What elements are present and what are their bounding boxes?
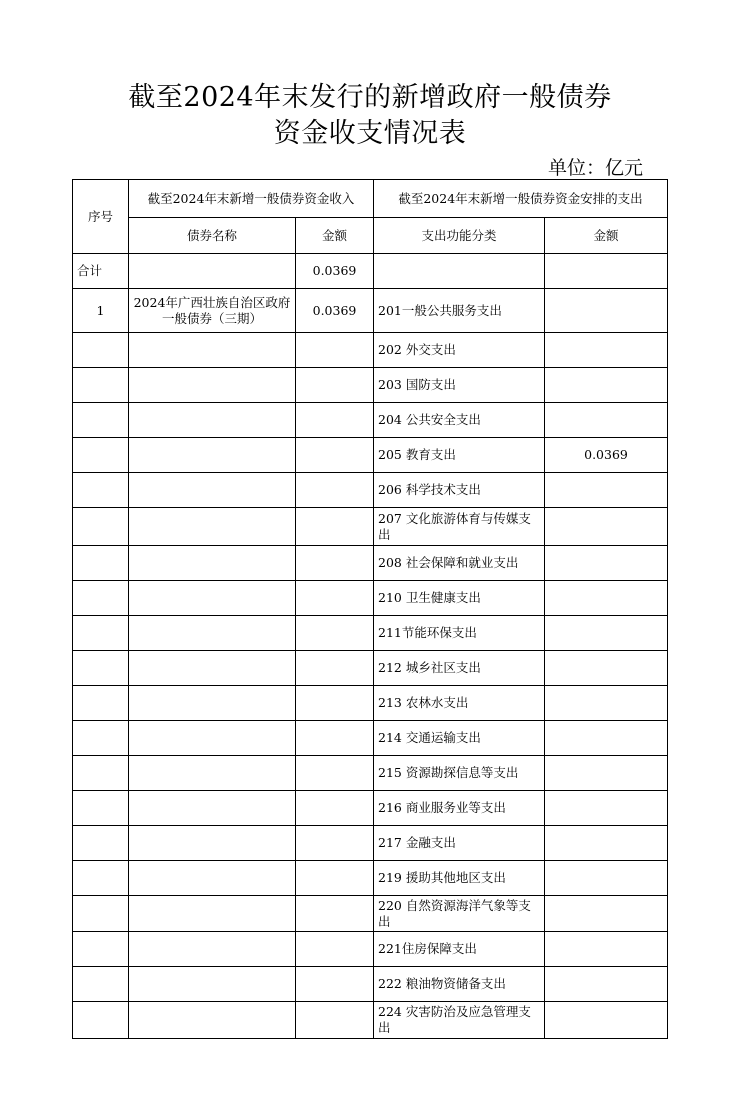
row-seq — [73, 438, 129, 473]
row-amount — [296, 616, 374, 651]
row-category: 204 公共安全支出 — [374, 403, 545, 438]
row-bond-name — [129, 333, 296, 368]
row-amount — [296, 651, 374, 686]
report-title-line1: 截至2024年末发行的新增政府一般债券 — [128, 82, 612, 113]
row-amount — [296, 546, 374, 581]
table-row — [73, 826, 668, 861]
row-seq — [73, 546, 129, 581]
table-row — [73, 289, 668, 333]
row-amount — [296, 861, 374, 896]
row-amount — [296, 508, 374, 546]
row-amount — [296, 581, 374, 616]
row-seq: 1 — [73, 289, 129, 333]
row-amount — [296, 721, 374, 756]
header-bond-name: 债券名称 — [129, 218, 296, 254]
row-amount2 — [545, 1002, 668, 1039]
table-row — [73, 721, 668, 756]
row-seq — [73, 616, 129, 651]
row-category: 202 外交支出 — [374, 333, 545, 368]
total-row — [73, 254, 668, 289]
table-row — [73, 1002, 668, 1039]
row-category: 205 教育支出 — [374, 438, 545, 473]
row-amount2 — [545, 791, 668, 826]
total-amount2-cell — [545, 254, 668, 289]
row-bond-name — [129, 581, 296, 616]
row-seq — [73, 686, 129, 721]
row-category: 213 农林水支出 — [374, 686, 545, 721]
row-seq — [73, 333, 129, 368]
row-bond-name — [129, 403, 296, 438]
row-seq — [73, 967, 129, 1002]
row-amount — [296, 686, 374, 721]
row-category: 217 金融支出 — [374, 826, 545, 861]
row-amount2 — [545, 651, 668, 686]
row-amount2 — [545, 289, 668, 333]
row-amount: 0.0369 — [296, 289, 374, 333]
row-category: 214 交通运输支出 — [374, 721, 545, 756]
row-bond-name — [129, 1002, 296, 1039]
header-category: 支出功能分类 — [374, 218, 545, 254]
row-amount2 — [545, 546, 668, 581]
table-row — [73, 861, 668, 896]
row-seq — [73, 368, 129, 403]
row-category: 201一般公共服务支出 — [374, 289, 545, 333]
row-amount — [296, 1002, 374, 1039]
table-row — [73, 508, 668, 546]
header-amount2: 金额 — [545, 218, 668, 254]
row-amount2 — [545, 826, 668, 861]
row-category: 207 文化旅游体育与传媒支出 — [374, 508, 545, 546]
row-bond-name — [129, 508, 296, 546]
row-bond-name — [129, 967, 296, 1002]
table-row — [73, 932, 668, 967]
row-amount2: 0.0369 — [545, 438, 668, 473]
row-amount — [296, 438, 374, 473]
row-seq — [73, 581, 129, 616]
bond-fund-table — [72, 179, 668, 1039]
table-row — [73, 473, 668, 508]
row-amount — [296, 333, 374, 368]
table-row — [73, 616, 668, 651]
header-income-group: 截至2024年末新增一般债券资金收入 — [129, 180, 374, 218]
row-seq — [73, 473, 129, 508]
header-expense-group: 截至2024年末新增一般债券资金安排的支出 — [374, 180, 668, 218]
row-seq — [73, 896, 129, 932]
report-title-line2: 资金收支情况表 — [273, 118, 467, 149]
row-category: 212 城乡社区支出 — [374, 651, 545, 686]
row-bond-name — [129, 721, 296, 756]
row-bond-name — [129, 932, 296, 967]
table-row — [73, 546, 668, 581]
row-amount2 — [545, 473, 668, 508]
row-bond-name — [129, 686, 296, 721]
row-amount2 — [545, 861, 668, 896]
row-category: 219 援助其他地区支出 — [374, 861, 545, 896]
row-category: 222 粮油物资储备支出 — [374, 967, 545, 1002]
row-amount — [296, 791, 374, 826]
row-category: 216 商业服务业等支出 — [374, 791, 545, 826]
row-seq — [73, 721, 129, 756]
row-amount2 — [545, 508, 668, 546]
table-row — [73, 686, 668, 721]
row-amount — [296, 368, 374, 403]
total-amount: 0.0369 — [296, 254, 374, 289]
row-seq — [73, 791, 129, 826]
header-amount: 金额 — [296, 218, 374, 254]
header-row-columns — [73, 218, 668, 254]
row-amount — [296, 896, 374, 932]
unit-label: 单位：亿元 — [548, 157, 644, 179]
row-bond-name — [129, 861, 296, 896]
row-category: 203 国防支出 — [374, 368, 545, 403]
total-label: 合计 — [73, 254, 129, 289]
row-bond-name — [129, 616, 296, 651]
table-row — [73, 896, 668, 932]
row-amount2 — [545, 581, 668, 616]
row-amount2 — [545, 967, 668, 1002]
row-category: 208 社会保障和就业支出 — [374, 546, 545, 581]
table-row — [73, 403, 668, 438]
table-row — [73, 651, 668, 686]
row-amount2 — [545, 616, 668, 651]
total-bond-cell — [129, 254, 296, 289]
row-bond-name — [129, 473, 296, 508]
row-bond-name — [129, 546, 296, 581]
row-amount — [296, 932, 374, 967]
row-seq — [73, 1002, 129, 1039]
row-amount2 — [545, 756, 668, 791]
row-bond-name — [129, 896, 296, 932]
row-category: 221住房保障支出 — [374, 932, 545, 967]
row-bond-name — [129, 791, 296, 826]
row-category: 210 卫生健康支出 — [374, 581, 545, 616]
row-category: 220 自然资源海洋气象等支出 — [374, 896, 545, 932]
row-amount — [296, 826, 374, 861]
header-seq: 序号 — [73, 180, 129, 254]
row-amount — [296, 403, 374, 438]
table-row — [73, 438, 668, 473]
row-amount2 — [545, 403, 668, 438]
row-bond-name — [129, 756, 296, 791]
table-row — [73, 368, 668, 403]
table-row — [73, 333, 668, 368]
total-category-cell — [374, 254, 545, 289]
row-amount — [296, 967, 374, 1002]
row-amount — [296, 756, 374, 791]
row-category: 215 资源勘探信息等支出 — [374, 756, 545, 791]
table-row — [73, 967, 668, 1002]
row-amount2 — [545, 896, 668, 932]
row-seq — [73, 932, 129, 967]
row-amount2 — [545, 686, 668, 721]
row-seq — [73, 403, 129, 438]
row-seq — [73, 826, 129, 861]
table-row — [73, 791, 668, 826]
row-bond-name — [129, 368, 296, 403]
row-seq — [73, 756, 129, 791]
table-row — [73, 581, 668, 616]
row-bond-name: 2024年广西壮族自治区政府一般债券（三期） — [129, 289, 296, 333]
row-seq — [73, 508, 129, 546]
row-bond-name — [129, 826, 296, 861]
row-bond-name — [129, 651, 296, 686]
row-amount2 — [545, 368, 668, 403]
row-category: 211节能环保支出 — [374, 616, 545, 651]
row-amount2 — [545, 932, 668, 967]
table-row — [73, 756, 668, 791]
row-amount2 — [545, 333, 668, 368]
row-amount2 — [545, 721, 668, 756]
row-bond-name — [129, 438, 296, 473]
row-seq — [73, 861, 129, 896]
header-row-group — [73, 180, 668, 218]
row-amount — [296, 473, 374, 508]
row-category: 206 科学技术支出 — [374, 473, 545, 508]
row-seq — [73, 651, 129, 686]
row-category: 224 灾害防治及应急管理支出 — [374, 1002, 545, 1039]
